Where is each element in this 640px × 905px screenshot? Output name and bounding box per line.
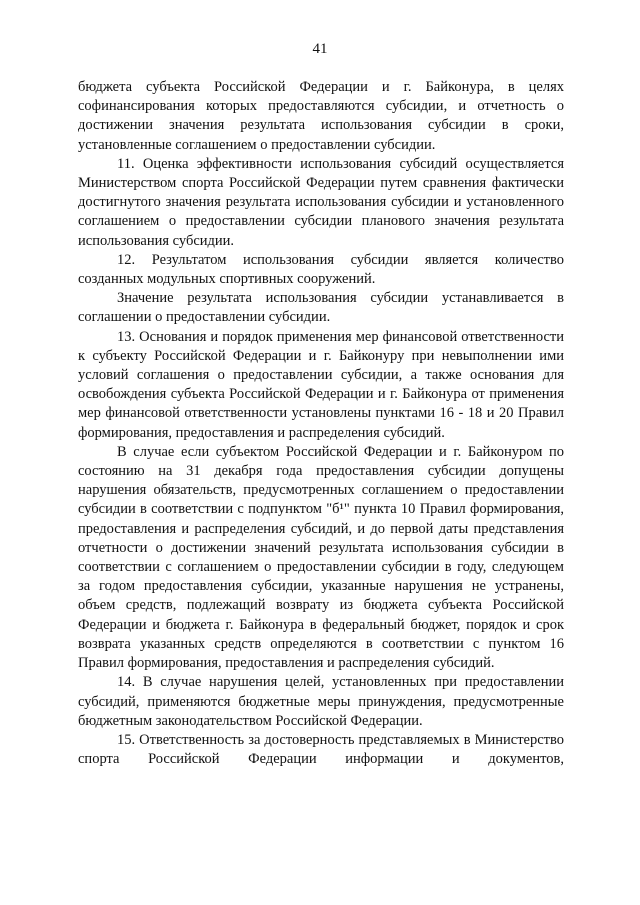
paragraph-item-11: 11. Оценка эффективности использования субсидий осуществляется Министерством спорта Российской Федерации путем сравнения фактически достигнутого значения результата использования субсидии и установленного соглашением о предоставлении субсидии планового значения результата использования субсидии. [78, 155, 564, 249]
paragraph-item-12: 12. Результатом использования субсидии является количество созданных модульных спортивных сооружений. [78, 251, 564, 288]
page-number: 41 [312, 41, 328, 57]
paragraph-violation-case: В случае если субъектом Российской Федерации и г. Байконуром по состоянию на 31 декабря года предоставления субсидии допущены нарушения обязательств, предусмотренных соглашением о предоставлении субсидии в соответствии с подпунктом "б¹" пункта 10 Правил формирования, предоставления и распределения субсидий, и до первой даты представления отчетности о достижении значений результата использования субсидии в соответствии с соглашением о предоставлении субсидии в году, следующем за годом предоставления субсидии, указанные нарушения не устранены, объем средств, подлежащий возврату из бюджета субъекта Российской Федерации и бюджета г. Байконура в федеральный бюджет, порядок и срок возврата указанных средств определяются в соответствии с пунктом 16 Правил формирования, предоставления и распределения субсидий. [78, 443, 564, 672]
paragraph-result-value: Значение результата использования субсидии устанавливается в соглашении о предоставлении субсидии. [78, 290, 564, 326]
document-body [78, 78, 564, 769]
paragraph-item-13: 13. Основания и порядок применения мер финансовой ответственности к субъекту Российской Федерации и г. Байконуру при невыполнении ими условий соглашения о предоставлении субсидии, а также основания для освобождения субъекта Российской Федерации и г. Байконура от применения мер финансовой ответственности установлены пунктами 16 - 18 и 20 Правил формирования, предоставления и распределения субсидий. [78, 328, 564, 441]
paragraph-item-14: 14. В случае нарушения целей, установленных при предоставлении субсидий, применяются бюджетные меры принуждения, предусмотренные бюджетным законодательством Российской Федерации. [78, 674, 564, 729]
paragraph-item-15: 15. Ответственность за достоверность представляемых в Министерство спорта Российской Федерации информации и документов, [78, 731, 564, 768]
paragraph-continuation: бюджета субъекта Российской Федерации и г. Байконура, в целях софинансирования которых предоставляются субсидии, и отчетность о достижении значения результата использования субсидии в сроки, установленные соглашением о предоставлении субсидии. [78, 79, 564, 153]
